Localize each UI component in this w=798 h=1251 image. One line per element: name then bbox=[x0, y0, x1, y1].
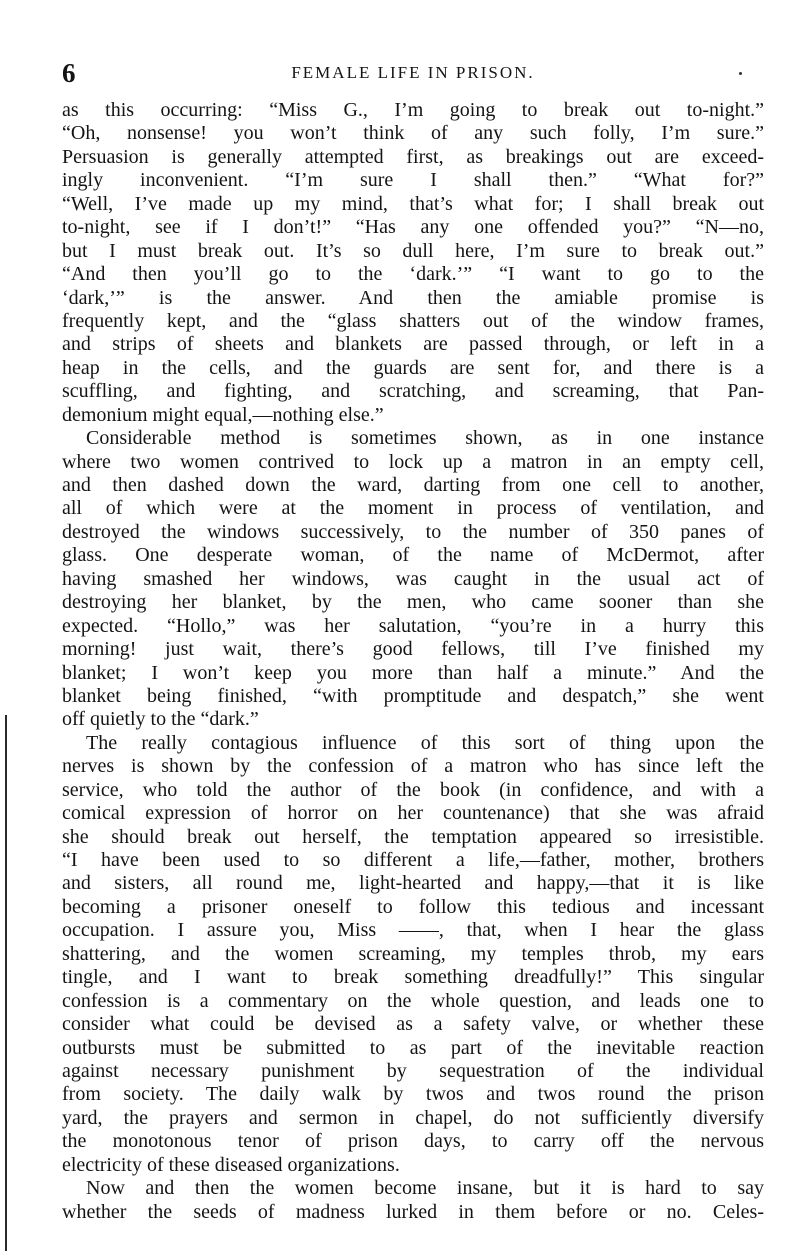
text-line: demonium might equal,—nothing else.” bbox=[62, 403, 384, 426]
page-header bbox=[62, 58, 764, 88]
text-line: service, who told the author of the book (in confidence, and with a bbox=[62, 778, 764, 801]
text-line: blanket; I won’t keep you more than half a minute.” And the bbox=[62, 661, 764, 684]
text-line: and sisters, all round me, light-hearted and happy,—that it is like bbox=[62, 872, 764, 895]
text-line: to-night, see if I don’t!” “Has any one offended you?” “N—no, bbox=[62, 216, 764, 239]
text-line: comical expression of horror on her countenance) that she was afraid bbox=[62, 802, 764, 825]
text-line: frequently kept, and the “glass shatters out of the window frames, bbox=[62, 309, 764, 332]
text-line: consider what could be devised as a safety valve, or whether these bbox=[62, 1013, 764, 1036]
text-line: off quietly to the “dark.” bbox=[62, 708, 259, 731]
text-line: confession is a commentary on the whole question, and leads one to bbox=[62, 989, 764, 1012]
text-line: against necessary punishment by sequestration of the individual bbox=[62, 1059, 764, 1082]
running-title: FEMALE LIFE IN PRISON. bbox=[291, 63, 535, 82]
text-line: ‘dark,’” is the answer. And then the amiable promise is bbox=[62, 286, 764, 309]
text-line: shattering, and the women screaming, my temples throb, my ears bbox=[62, 942, 764, 965]
text-line: the monotonous tenor of prison days, to carry off the nervous bbox=[62, 1130, 764, 1153]
text-line: glass. One desperate woman, of the name of McDermot, after bbox=[62, 544, 764, 567]
text-line: from society. The daily walk by twos and twos round the prison bbox=[62, 1083, 764, 1106]
text-line: she should break out herself, the temptation appeared so irresistible. bbox=[62, 825, 764, 848]
body-text bbox=[62, 99, 764, 1224]
text-line: scuffling, and fighting, and scratching, and screaming, that Pan- bbox=[62, 380, 764, 403]
text-line: Considerable method is sometimes shown, as in one instance bbox=[86, 427, 764, 450]
text-line: nerves is shown by the confession of a matron who has since left the bbox=[62, 755, 764, 778]
text-line: where two women contrived to lock up a matron in an empty cell, bbox=[62, 450, 764, 473]
text-line: and strips of sheets and blankets are passed through, or left in a bbox=[62, 333, 764, 356]
text-line: as this occurring: “Miss G., I’m going to break out to-night.” bbox=[62, 99, 764, 121]
text-line: all of which were at the moment in process of ventilation, and bbox=[62, 497, 764, 520]
text-line: heap in the cells, and the guards are sent for, and there is a bbox=[62, 356, 764, 379]
text-line: ingly inconvenient. “I’m sure I shall then.” “What for?” bbox=[62, 169, 764, 192]
text-line: The really contagious influence of this sort of thing upon the bbox=[86, 731, 764, 754]
text-line: and then dashed down the ward, darting from one cell to another, bbox=[62, 474, 764, 496]
text-line: Persuasion is generally attempted first, as breakings out are exceed- bbox=[62, 145, 764, 168]
text-line: “Oh, nonsense! you won’t think of any such folly, I’m sure.” bbox=[62, 122, 764, 145]
text-line: destroying her blanket, by the men, who came sooner than she bbox=[62, 591, 764, 614]
text-line: yard, the prayers and sermon in chapel, do not sufficiently diversify bbox=[62, 1106, 764, 1129]
text-line: but I must break out. It’s so dull here, I’m sure to break out.” bbox=[62, 239, 764, 262]
text-line: “I have been used to so different a life,—father, mother, brothers bbox=[62, 849, 764, 871]
text-line: destroyed the windows successively, to the number of 350 panes of bbox=[62, 520, 764, 543]
text-line: “Well, I’ve made up my mind, that’s what for; I shall break out bbox=[62, 192, 764, 215]
text-line: electricity of these diseased organizations. bbox=[62, 1153, 400, 1176]
text-line: becoming a prisoner oneself to follow this tedious and incessant bbox=[62, 895, 764, 918]
text-line: morning! just wait, there’s good fellows, till I’ve finished my bbox=[62, 638, 764, 661]
text-line: outbursts must be submitted to as part of the inevitable reaction bbox=[62, 1036, 764, 1059]
text-line: having smashed her windows, was caught in the usual act of bbox=[62, 567, 764, 590]
binding-edge-line bbox=[5, 715, 7, 1251]
text-line: “And then you’ll go to the ‘dark.’” “I want to go to the bbox=[62, 263, 764, 286]
text-line: tingle, and I want to break something dreadfully!” This singular bbox=[62, 966, 764, 989]
text-line: Now and then the women become insane, but it is hard to say bbox=[86, 1177, 764, 1200]
text-line: blanket being finished, “with promptitude and despatch,” she went bbox=[62, 684, 764, 707]
text-line: expected. “Hollo,” was her salutation, “you’re in a hurry this bbox=[62, 614, 764, 637]
header-dot bbox=[739, 72, 742, 75]
page-number: 6 bbox=[62, 58, 76, 88]
text-line: whether the seeds of madness lurked in them before or no. Celes- bbox=[62, 1200, 764, 1223]
text-line: occupation. I assure you, Miss ——, that, when I hear the glass bbox=[62, 919, 764, 942]
